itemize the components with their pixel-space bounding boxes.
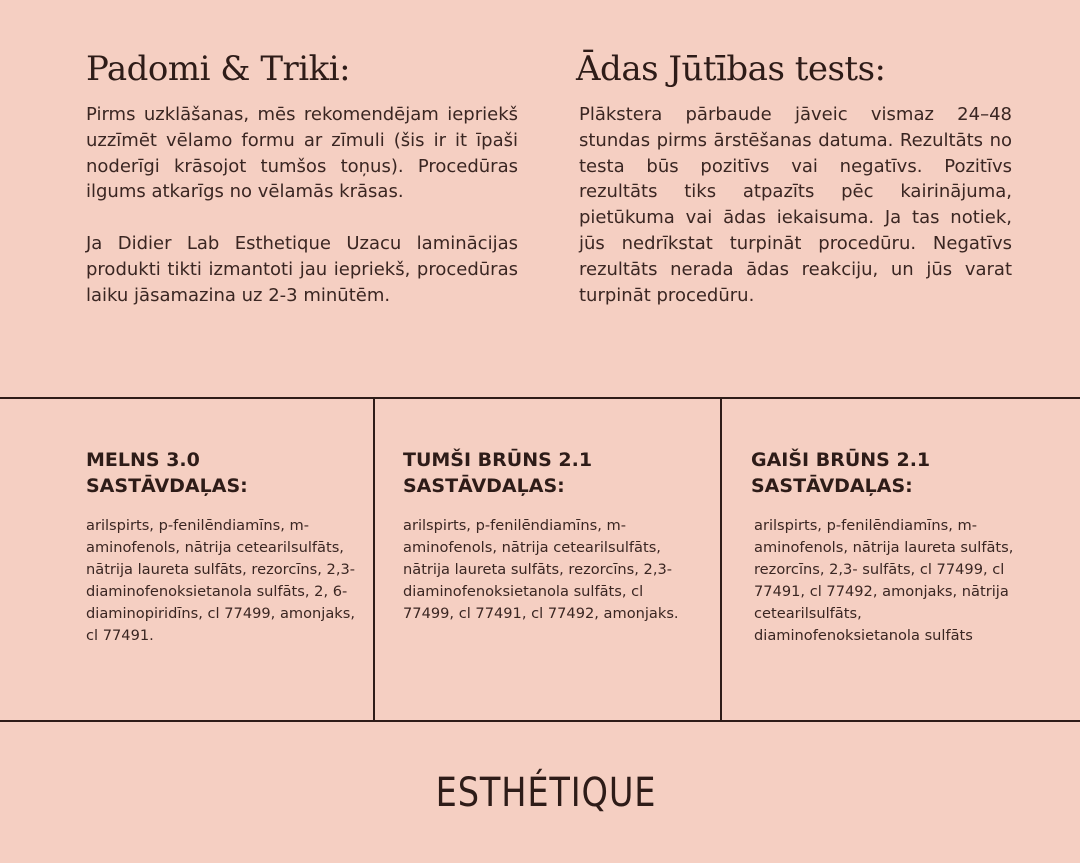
ingredients-label: SASTĀVDAĻAS: <box>403 475 565 497</box>
ingredients-text-tumsi-bruns: arilspirts, p-fenilēndiamīns, m-aminofenols, nātrija cetearilsulfāts, nātrija laureta sulfāts, rezorcīns, 2,3-diaminofenoksietanola sulfāts, cl 77499, cl 77491, cl 77492, amonjaks. <box>403 517 679 622</box>
column-divider-1 <box>373 398 375 721</box>
column-title-tumsi-bruns <box>403 447 592 499</box>
ingredients-label: SASTĀVDAĻAS: <box>751 475 913 497</box>
bottom-divider <box>0 720 1080 722</box>
ingredients-text-gaisi-bruns: arilspirts, p-fenilēndiamīns, m-aminofenols, nātrija laureta sulfāts, rezorcīns, 2,3- sulfāts, cl 77499, cl 77491, cl 77492, amonjaks, nātrija cetearilsulfāts, diaminofenoksietanola sulfāts <box>754 517 1014 644</box>
top-divider <box>0 397 1080 399</box>
ingredients-text-melns: arilspirts, p-fenilēndiamīns, m-aminofenols, nātrija cetearilsulfāts, nātrija laureta sulfāts, rezorcīns, 2,3-diaminofenoksietanola sulfāts, 2, 6-diaminopiridīns, cl 77499, amonjaks, cl 77491. <box>86 517 356 644</box>
skin-test-title: Ādas Jūtības tests: <box>576 49 886 89</box>
shade-name: GAIŠI BRŪNS 2.1 <box>751 449 931 471</box>
tips-title: Padomi & Triki: <box>86 49 351 89</box>
shade-name: MELNS 3.0 <box>86 449 200 471</box>
tips-paragraph-1: Pirms uzklāšanas, mēs rekomendējam iepriekš uzzīmēt vēlamo formu ar zīmuli (šis ir it īpaši noderīgi krāsojot tumšos toņus). Procedūras ilgums atkarīgs no vēlamās krāsas. <box>86 104 518 203</box>
column-divider-2 <box>720 398 722 721</box>
tips-paragraph-2: Ja Didier Lab Esthetique Uzacu laminācijas produkti tikti izmantoti jau iepriekš, procedūras laiku jāsamazina uz 2-3 minūtēm. <box>86 233 518 306</box>
column-title-gaisi-bruns <box>751 447 930 499</box>
esthetique-logo: ESTHÉTIQUE <box>435 770 657 816</box>
ingredients-label: SASTĀVDAĻAS: <box>86 475 248 497</box>
skin-test-paragraph: Plākstera pārbaude jāveic vismaz 24–48 stundas pirms ārstēšanas datuma. Rezultāts no testa būs pozitīvs vai negatīvs. Pozitīvs rezultāts tiks atpazīts pēc kairinājuma, pietūkuma vai ādas iekaisuma. Ja tas notiek, jūs nedrīkstat turpināt procedūru. Negatīvs rezultāts nerada ādas reakciju, un jūs varat turpināt procedūru. <box>579 104 1012 306</box>
column-title-melns <box>86 447 248 499</box>
shade-name: TUMŠI BRŪNS 2.1 <box>403 449 593 471</box>
